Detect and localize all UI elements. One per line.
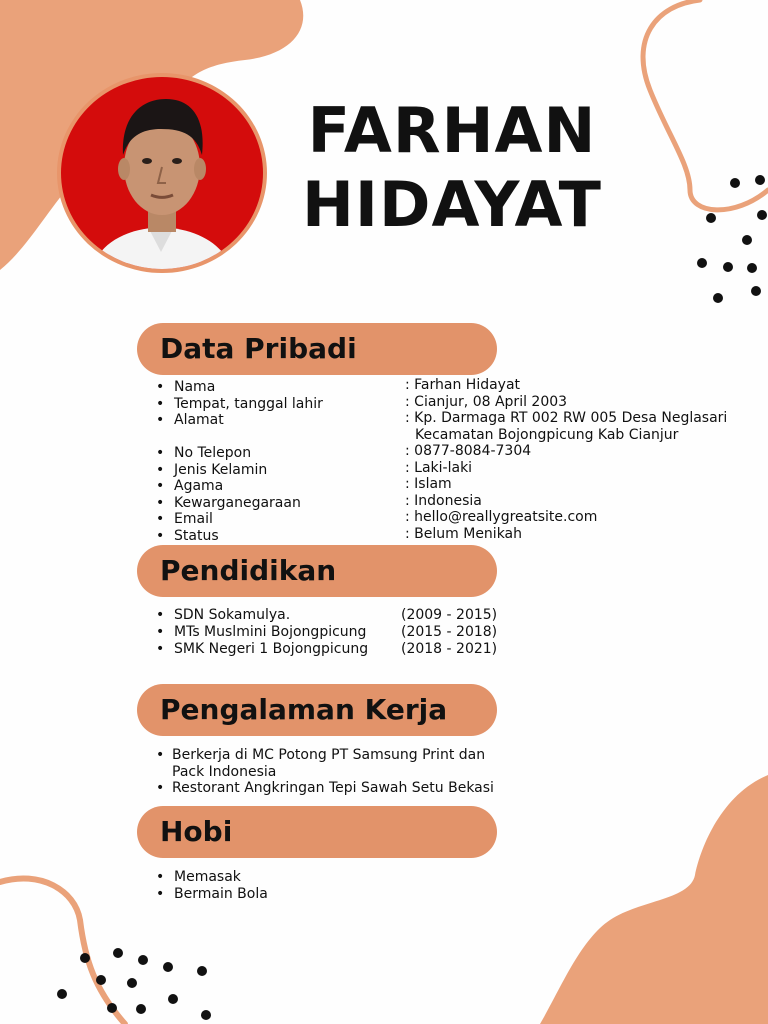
- bullet-dot-icon: •: [156, 445, 165, 461]
- section-title-education: Pendidikan: [160, 554, 337, 587]
- field-label: Jenis Kelamin: [174, 461, 268, 478]
- bullet-dot-icon: •: [156, 395, 165, 412]
- list-item: [156, 525, 746, 545]
- field-value: : Farhan Hidayat: [405, 377, 521, 393]
- blob-bottom-right: [540, 775, 768, 1024]
- experience-text-continued: Pack Indonesia: [172, 763, 277, 780]
- field-label: No Telepon: [174, 445, 252, 461]
- field-value: : Indonesia: [405, 492, 482, 509]
- profile-photo: [57, 73, 267, 273]
- field-label: Tempat, tanggal lahir: [174, 395, 323, 412]
- section-title-hobbies: Hobi: [160, 815, 233, 848]
- school-name: SDN Sokamulya.: [174, 607, 291, 623]
- school-name: SMK Negeri 1 Bojongpicung: [174, 641, 369, 657]
- list-item: [156, 886, 556, 903]
- dots-top-right: [697, 175, 767, 303]
- list-item: [156, 607, 556, 624]
- bullet-dot-icon: •: [156, 747, 165, 763]
- personal-data-list: [156, 379, 746, 544]
- field-label: Email: [174, 511, 213, 527]
- field-label: Status: [174, 527, 219, 544]
- bullet-dot-icon: •: [156, 641, 165, 657]
- field-value: : hello@reallygreatsite.com: [405, 509, 598, 525]
- section-header-personal: [137, 323, 497, 375]
- hobby-text: Bermain Bola: [174, 885, 268, 902]
- section-title-personal: Data Pribadi: [160, 332, 357, 365]
- field-label: Kewarganegaraan: [174, 494, 301, 511]
- experience-list: [156, 747, 556, 797]
- bullet-dot-icon: •: [156, 511, 165, 527]
- hobby-text: Memasak: [174, 869, 241, 885]
- list-item: [156, 869, 556, 886]
- field-value: : Islam: [405, 476, 452, 492]
- list-item: [156, 412, 746, 445]
- hobbies-list: [156, 869, 556, 902]
- bullet-dot-icon: •: [156, 478, 165, 494]
- avatar: [61, 77, 263, 269]
- education-list: [156, 607, 556, 658]
- squiggle-bottom-left: [0, 878, 125, 1024]
- field-value: : Belum Menikah: [405, 525, 523, 542]
- section-header-experience: [137, 684, 497, 736]
- bullet-dot-icon: •: [156, 780, 165, 796]
- squiggle-top-right: [643, 0, 768, 210]
- field-value-continued: Kecamatan Bojongpicung Kab Cianjur: [415, 426, 679, 443]
- bullet-dot-icon: •: [156, 379, 165, 395]
- full-name-heading: [292, 94, 612, 242]
- school-years: (2018 - 2021): [401, 641, 498, 657]
- field-label: Nama: [174, 379, 216, 395]
- section-title-experience: Pengalaman Kerja: [160, 693, 448, 726]
- list-item: [156, 780, 556, 797]
- list-item: [156, 747, 556, 780]
- field-value: : Laki-laki: [405, 459, 473, 476]
- school-years: (2015 - 2018): [401, 624, 498, 640]
- experience-text: Berkerja di MC Potong PT Samsung Print dan: [172, 747, 486, 763]
- field-value: : Kp. Darmaga RT 002 RW 005 Desa Neglasari: [405, 410, 728, 426]
- bullet-dot-icon: •: [156, 885, 165, 902]
- bullet-dot-icon: •: [156, 607, 165, 623]
- school-years: (2009 - 2015): [401, 607, 498, 623]
- list-item: [156, 624, 556, 641]
- bullet-dot-icon: •: [156, 412, 165, 428]
- field-label: Alamat: [174, 412, 224, 428]
- field-value: : Cianjur, 08 April 2003: [405, 393, 568, 410]
- field-label: Agama: [174, 478, 224, 494]
- bullet-dot-icon: •: [156, 527, 165, 544]
- section-header-hobbies: [137, 806, 497, 858]
- school-name: MTs Muslmini Bojongpicung: [174, 624, 367, 640]
- bullet-dot-icon: •: [156, 461, 165, 478]
- field-value: : 0877-8084-7304: [405, 443, 532, 459]
- dots-bottom-left: [57, 948, 211, 1020]
- name-line-1: FARHAN: [307, 94, 597, 167]
- experience-text: Restorant Angkringan Tepi Sawah Setu Bekasi: [172, 780, 494, 796]
- bullet-dot-icon: •: [156, 494, 165, 511]
- bullet-dot-icon: •: [156, 869, 165, 885]
- bullet-dot-icon: •: [156, 624, 165, 640]
- section-header-education: [137, 545, 497, 597]
- name-line-2: HIDAYAT: [302, 168, 602, 241]
- list-item: [156, 641, 556, 658]
